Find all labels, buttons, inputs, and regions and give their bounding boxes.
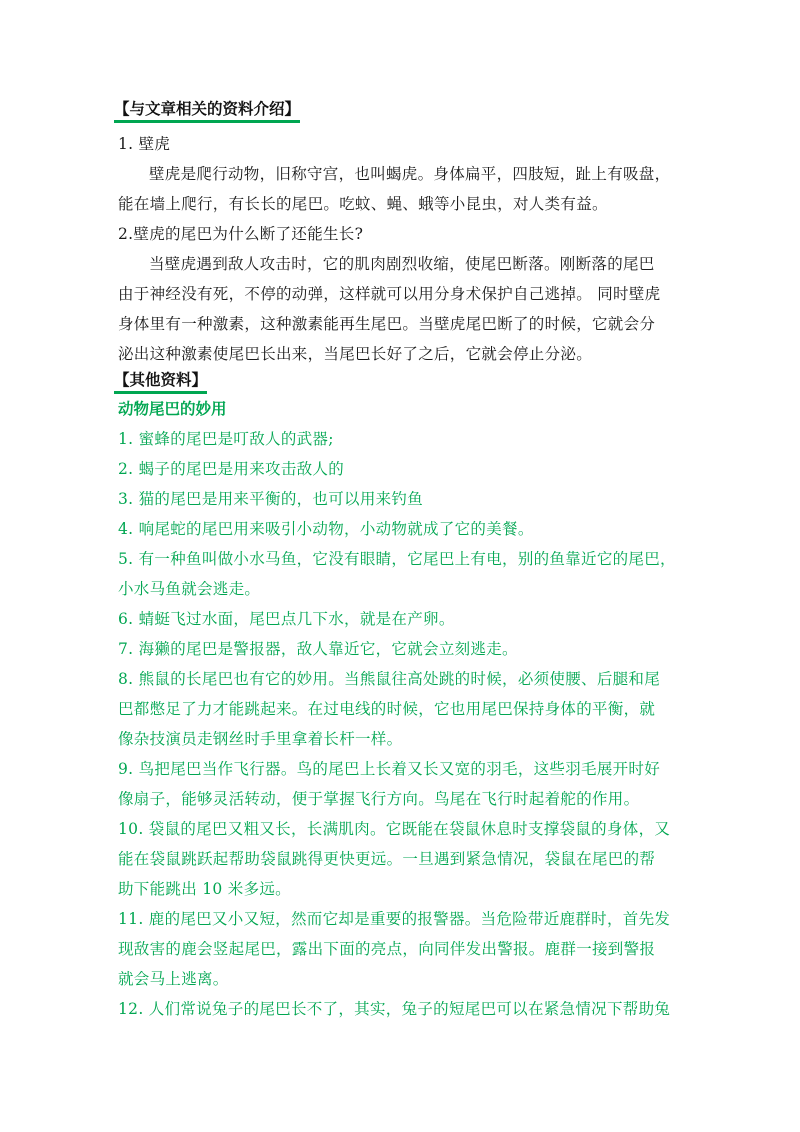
list-item: 能在袋鼠跳跃起帮助袋鼠跳得更快更远。一旦遇到紧急情况，袋鼠在尾巴的帮	[118, 850, 656, 868]
list-item: 像扇子，能够灵活转动，便于掌握飞行方向。鸟尾在飞行时起着舵的作用。	[118, 790, 640, 808]
subtitle-animal-tails: 动物尾巴的妙用	[118, 400, 227, 418]
paragraph-line: 泌出这种激素使尾巴长出来，当尾巴长好了之后，它就会停止分泌。	[118, 345, 593, 363]
list-item: 小水马鱼就会逃走。	[118, 580, 261, 598]
list-item: 8. 熊鼠的长尾巴也有它的妙用。当熊鼠往高处跳的时候，必须使腰、后腿和尾	[118, 670, 661, 688]
item-title-gecko: 1. 壁虎	[118, 135, 171, 153]
paragraph-line: 壁虎是爬行动物，旧称守宫，也叫蝎虎。身体扁平，四肢短，趾上有吸盘，	[149, 165, 671, 183]
list-item: 助下能跳出 10 米多远。	[118, 880, 291, 898]
list-item: 9. 鸟把尾巴当作飞行器。鸟的尾巴上长着又长又宽的羽毛，这些羽毛展开时好	[118, 760, 661, 778]
paragraph-line: 身体里有一种激素，这种激素能再生尾巴。当壁虎尾巴断了的时候，它就会分	[118, 315, 656, 333]
list-item: 10. 袋鼠的尾巴又粗又长，长满肌肉。它既能在袋鼠休息时支撑袋鼠的身体，又	[118, 820, 671, 838]
list-item: 6. 蜻蜓飞过水面，尾巴点几下水，就是在产卵。	[118, 610, 455, 628]
list-item: 3. 猫的尾巴是用来平衡的，也可以用来钓鱼	[118, 490, 424, 508]
section-heading-related-info: 【与文章相关的资料介绍】	[114, 98, 300, 123]
list-item: 4. 响尾蛇的尾巴用来吸引小动物，小动物就成了它的美餐。	[118, 520, 534, 538]
section-heading-other-info: 【其他资料】	[114, 369, 207, 394]
list-item: 2. 蝎子的尾巴是用来攻击敌人的	[118, 460, 345, 478]
paragraph-line: 当壁虎遇到敌人攻击时，它的肌肉剧烈收缩，使尾巴断落。刚断落的尾巴	[149, 255, 655, 273]
paragraph-line: 能在墙上爬行，有长长的尾巴。吃蚊、蝇、蛾等小昆虫，对人类有益。	[118, 195, 608, 213]
list-item: 7. 海獭的尾巴是警报器，敌人靠近它，它就会立刻逃走。	[118, 640, 518, 658]
document-page	[114, 98, 688, 1024]
list-item: 像杂技演员走钢丝时手里拿着长杆一样。	[118, 730, 403, 748]
list-item: 11. 鹿的尾巴又小又短，然而它却是重要的报警器。当危险带近鹿群时，首先发	[118, 910, 671, 928]
list-item: 就会马上逃离。	[118, 970, 229, 988]
list-item: 1. 蜜蜂的尾巴是叮敌人的武器;	[118, 430, 334, 448]
list-item: 12. 人们常说兔子的尾巴长不了，其实，兔子的短尾巴可以在紧急情况下帮助兔	[118, 1000, 671, 1018]
list-item: 5. 有一种鱼叫做小水马鱼，它没有眼睛，它尾巴上有电，别的鱼靠近它的尾巴，	[118, 550, 676, 568]
paragraph-line: 由于神经没有死，不停的动弹，这样就可以用分身术保护自己逃掉。 同时壁虎	[118, 285, 661, 303]
list-item: 现敌害的鹿会竖起尾巴，露出下面的亮点，向同伴发出警报。鹿群一接到警报	[118, 940, 656, 958]
item-title-gecko-tail: 2.壁虎的尾巴为什么断了还能生长?	[118, 225, 364, 243]
list-item: 巴都憋足了力才能跳起来。在过电线的时候，它也用尾巴保持身体的平衡，就	[118, 700, 656, 718]
